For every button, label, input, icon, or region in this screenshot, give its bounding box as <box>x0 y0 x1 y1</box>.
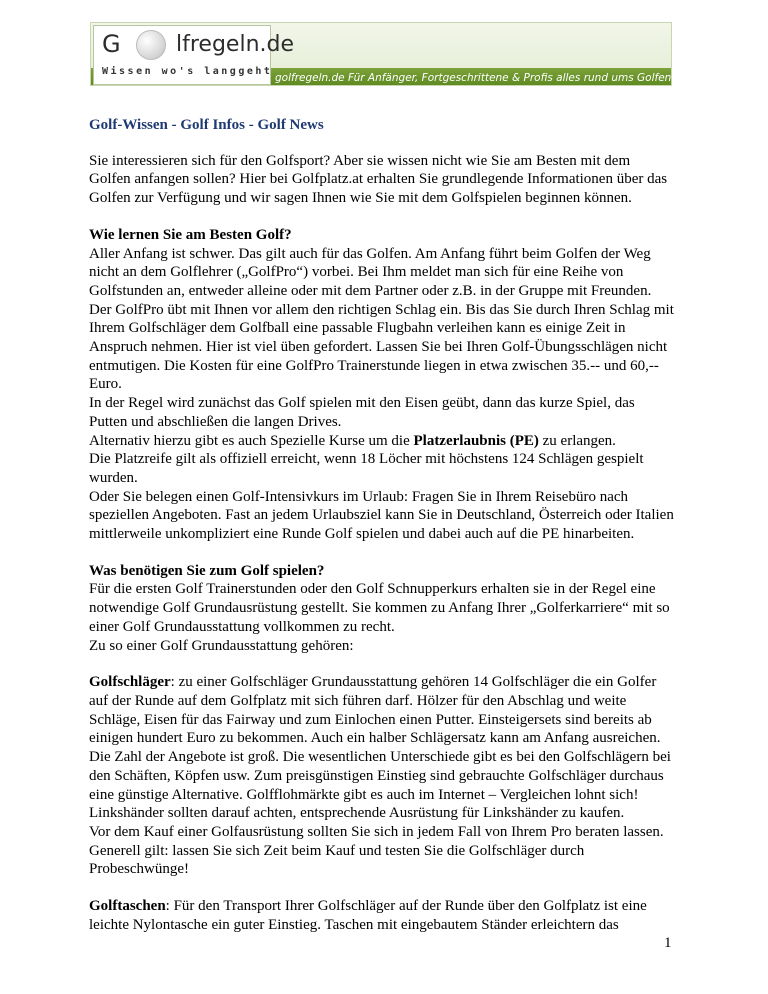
bold-term: Golfschläger <box>89 674 171 691</box>
page-number: 1 <box>664 935 672 951</box>
paragraph: Oder Sie belegen einen Golf-Intensivkurs im Urlaub: Fragen Sie in Ihrem Reisebüro nach speziellen Angeboten. Fast an jedem Urlaubsziel kann Sie in Deutschland, Österreich oder Italien mittlerweile unkompliziert eine Runde Golf spielen und dabei auch auf die PE hinarbeiten. <box>89 488 674 543</box>
paragraph: Vor dem Kauf einer Golfausrüstung sollten Sie sich in jedem Fall von Ihrem Pro beraten lassen. Generell gilt: lassen Sie sich Zeit beim Kauf und testen Sie die Golfschläger durch Probeschwünge! <box>89 823 664 878</box>
section-heading: Was benötigen Sie zum Golf spielen? <box>89 562 325 579</box>
paragraph: Die Zahl der Angebote ist groß. Die wesentlichen Unterschiede gibt es bei den Golfschlägern bei den Schäften, Köpfen usw. Zum preisgünstigen Einstieg sind gebrauchte Golfschläger durchaus eine günstige Alternative. Golfflohmärkte gibt es auch im Internet – Vergleichen lohnt sich! Linkshänder sollten darauf achten, entsprechende Ausrüstung für Linkshänder zu kaufen. <box>89 749 671 822</box>
paragraph: Die Platzreife gilt als offiziell erreicht, wenn 18 Löcher mit höchstens 124 Schlägen gespielt wurden. <box>89 451 644 486</box>
section-equipment <box>89 562 675 656</box>
section-learn <box>89 226 675 544</box>
banner-tagline: golfregeln.de Für Anfänger, Fortgeschrittene & Profis alles rund ums Golfen! <box>275 72 676 84</box>
section-bags <box>89 897 675 934</box>
section-heading: Wie lernen Sie am Besten Golf? <box>89 226 292 243</box>
logo-name: lfregeln.de <box>176 32 295 57</box>
paragraph: Zu so einer Golf Grundausstattung gehören: <box>89 637 354 654</box>
document-body <box>89 116 675 952</box>
paragraph: In der Regel wird zunächst das Golf spielen mit den Eisen geübt, dann das kurze Spiel, das Putten und abschließen die langen Drives. <box>89 395 635 430</box>
paragraph: Aller Anfang ist schwer. Das gilt auch für das Golfen. Am Anfang führt beim Golfen der Weg nicht an dem Golflehrer („GolfPro“) vorbei. Bei Ihm meldet man sich für eine Reihe von Golfstunden an, entweder alleine oder mit dem Partner oder z.B. in der Gruppe mit Freunden. Der GolfPro übt mit Ihnen vor allem den richtigen Schlag ein. Bis das Sie durch Ihren Schlag mit Ihrem Golfschläger dem Golfball eine passable Flugbahn verleihen kann es einige Zeit in Anspruch nehmen. Hier ist viel üben gefordert. Lassen Sie bei Ihren Golf-Übungsschlägen nicht entmutigen. Die Kosten für eine GolfPro Trainerstunde liegen in etwa zwischen 35.-- und 60,-- Euro. <box>89 245 674 393</box>
bold-term: Platzerlaubnis (PE) <box>413 432 539 449</box>
paragraph: : zu einer Golfschläger Grundausstattung gehören 14 Golfschläger die ein Golfer auf der Runde auf dem Golfplatz mit sich führen darf. Hölzer für den Abschlag und weite Schläge, Eisen für das Fairway und zum Einlochen einen Putter. Einsteigersets sind bereits ab einigen hundert Euro zu bekommen. Auch ein halber Schlägersatz kann am Anfang ausreichen. <box>89 674 661 747</box>
paragraph: : Für den Transport Ihrer Golfschläger auf der Runde über den Golfplatz ist eine leichte Nylontasche ein guter Einstieg. Taschen mit eingebautem Ständer erleichtern das <box>89 898 647 933</box>
site-logo <box>93 25 295 85</box>
logo-letter: G <box>102 30 121 58</box>
logo-slogan: Wissen wo's langgeht <box>102 66 273 77</box>
section-clubs <box>89 673 675 879</box>
paragraph: Für die ersten Golf Trainerstunden oder den Golf Schnupperkurs erhalten sie in der Regel eine notwendige Golf Grundausrüstung gestellt. Sie kommen zu Anfang Ihrer „Golferkarriere“ mit so einer Golf Grundausstattung vollkommen zu recht. <box>89 581 670 635</box>
golf-ball-icon <box>136 30 166 60</box>
page-title: Golf-Wissen - Golf Infos - Golf News <box>89 117 324 133</box>
paragraph: zu erlangen. <box>538 432 616 449</box>
paragraph: Alternativ hierzu gibt es auch Spezielle Kurse um die <box>89 432 414 449</box>
intro-paragraph: Sie interessieren sich für den Golfsport? Aber sie wissen nicht wie Sie am Besten mit dem Golfen anfangen sollen? Hier bei Golfplatz.at erhalten Sie grundlegende Informationen über das Golfen zur Verfügung und wir sagen Ihnen wie Sie mit dem Golfspielen beginnen können. <box>89 152 668 207</box>
bold-term: Golftaschen <box>89 898 166 915</box>
site-banner <box>90 22 676 86</box>
